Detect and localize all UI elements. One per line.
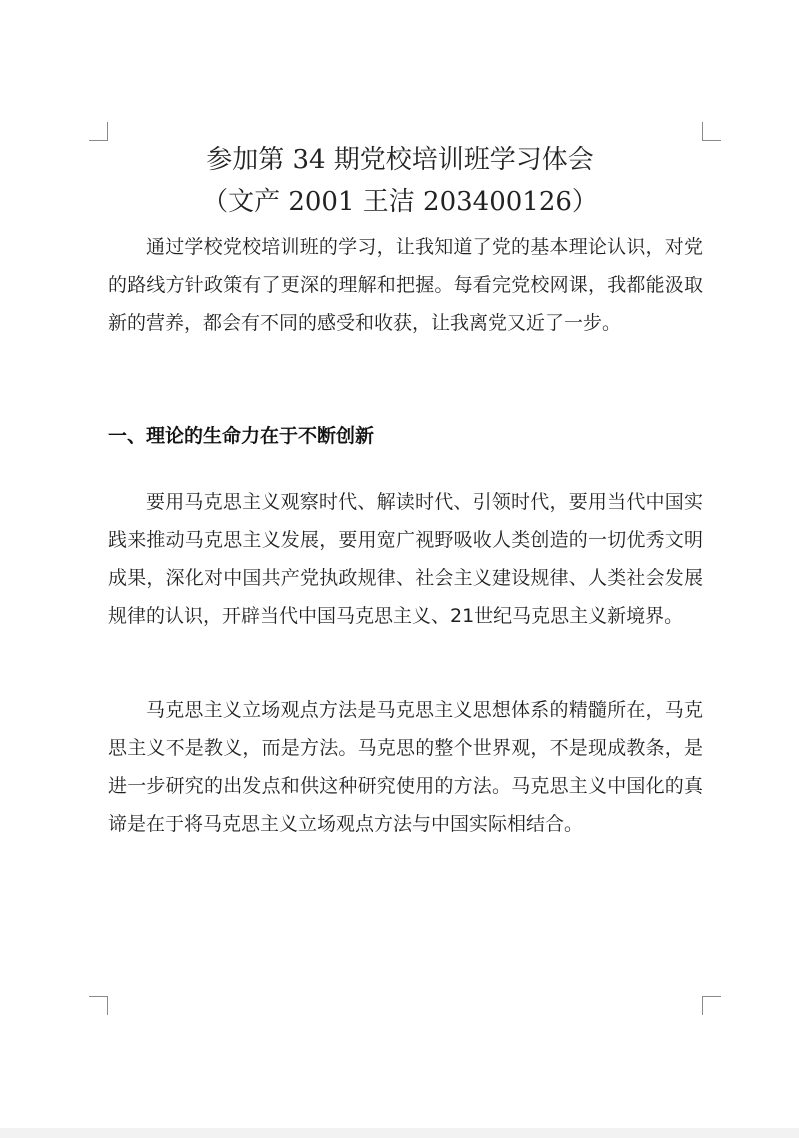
- document-subtitle: （文产 2001 王洁 203400126）: [202, 187, 598, 217]
- body-paragraph-1: 要用马克思主义观察时代、解读时代、引领时代，要用当代中国实践来推动马克思主义发展，要用宽广视野吸收人类创造的一切优秀文明成果，深化对中国共产党执政规律、社会主义建设规律、人类社会发展规律的认识，开辟当代中国马克思主义、21世纪马克思主义新境界。: [108, 491, 703, 627]
- section-heading: 一、理论的生命力在于不断创新: [108, 425, 375, 447]
- margin-corner-bottom-right: [702, 996, 721, 1015]
- document-title: 参加第 34 期党校培训班学习体会: [206, 145, 594, 175]
- body-paragraph-2: 马克思主义立场观点方法是马克思主义思想体系的精髓所在，马克思主义不是教义，而是方法。马克思的整个世界观，不是现成教条，是进一步研究的出发点和供这种研究使用的方法。马克思主义中国化的真谛是在于将马克思主义立场观点方法与中国实际相结合。: [108, 699, 703, 835]
- margin-corner-top-left: [89, 122, 108, 141]
- margin-corner-top-right: [702, 122, 721, 141]
- intro-paragraph: 通过学校党校培训班的学习，让我知道了党的基本理论认识，对党的路线方针政策有了更深的理解和把握。每看完党校网课，我都能汲取新的营养，都会有不同的感受和收获，让我离党又近了一步。: [108, 236, 703, 334]
- margin-corner-bottom-left: [89, 996, 108, 1015]
